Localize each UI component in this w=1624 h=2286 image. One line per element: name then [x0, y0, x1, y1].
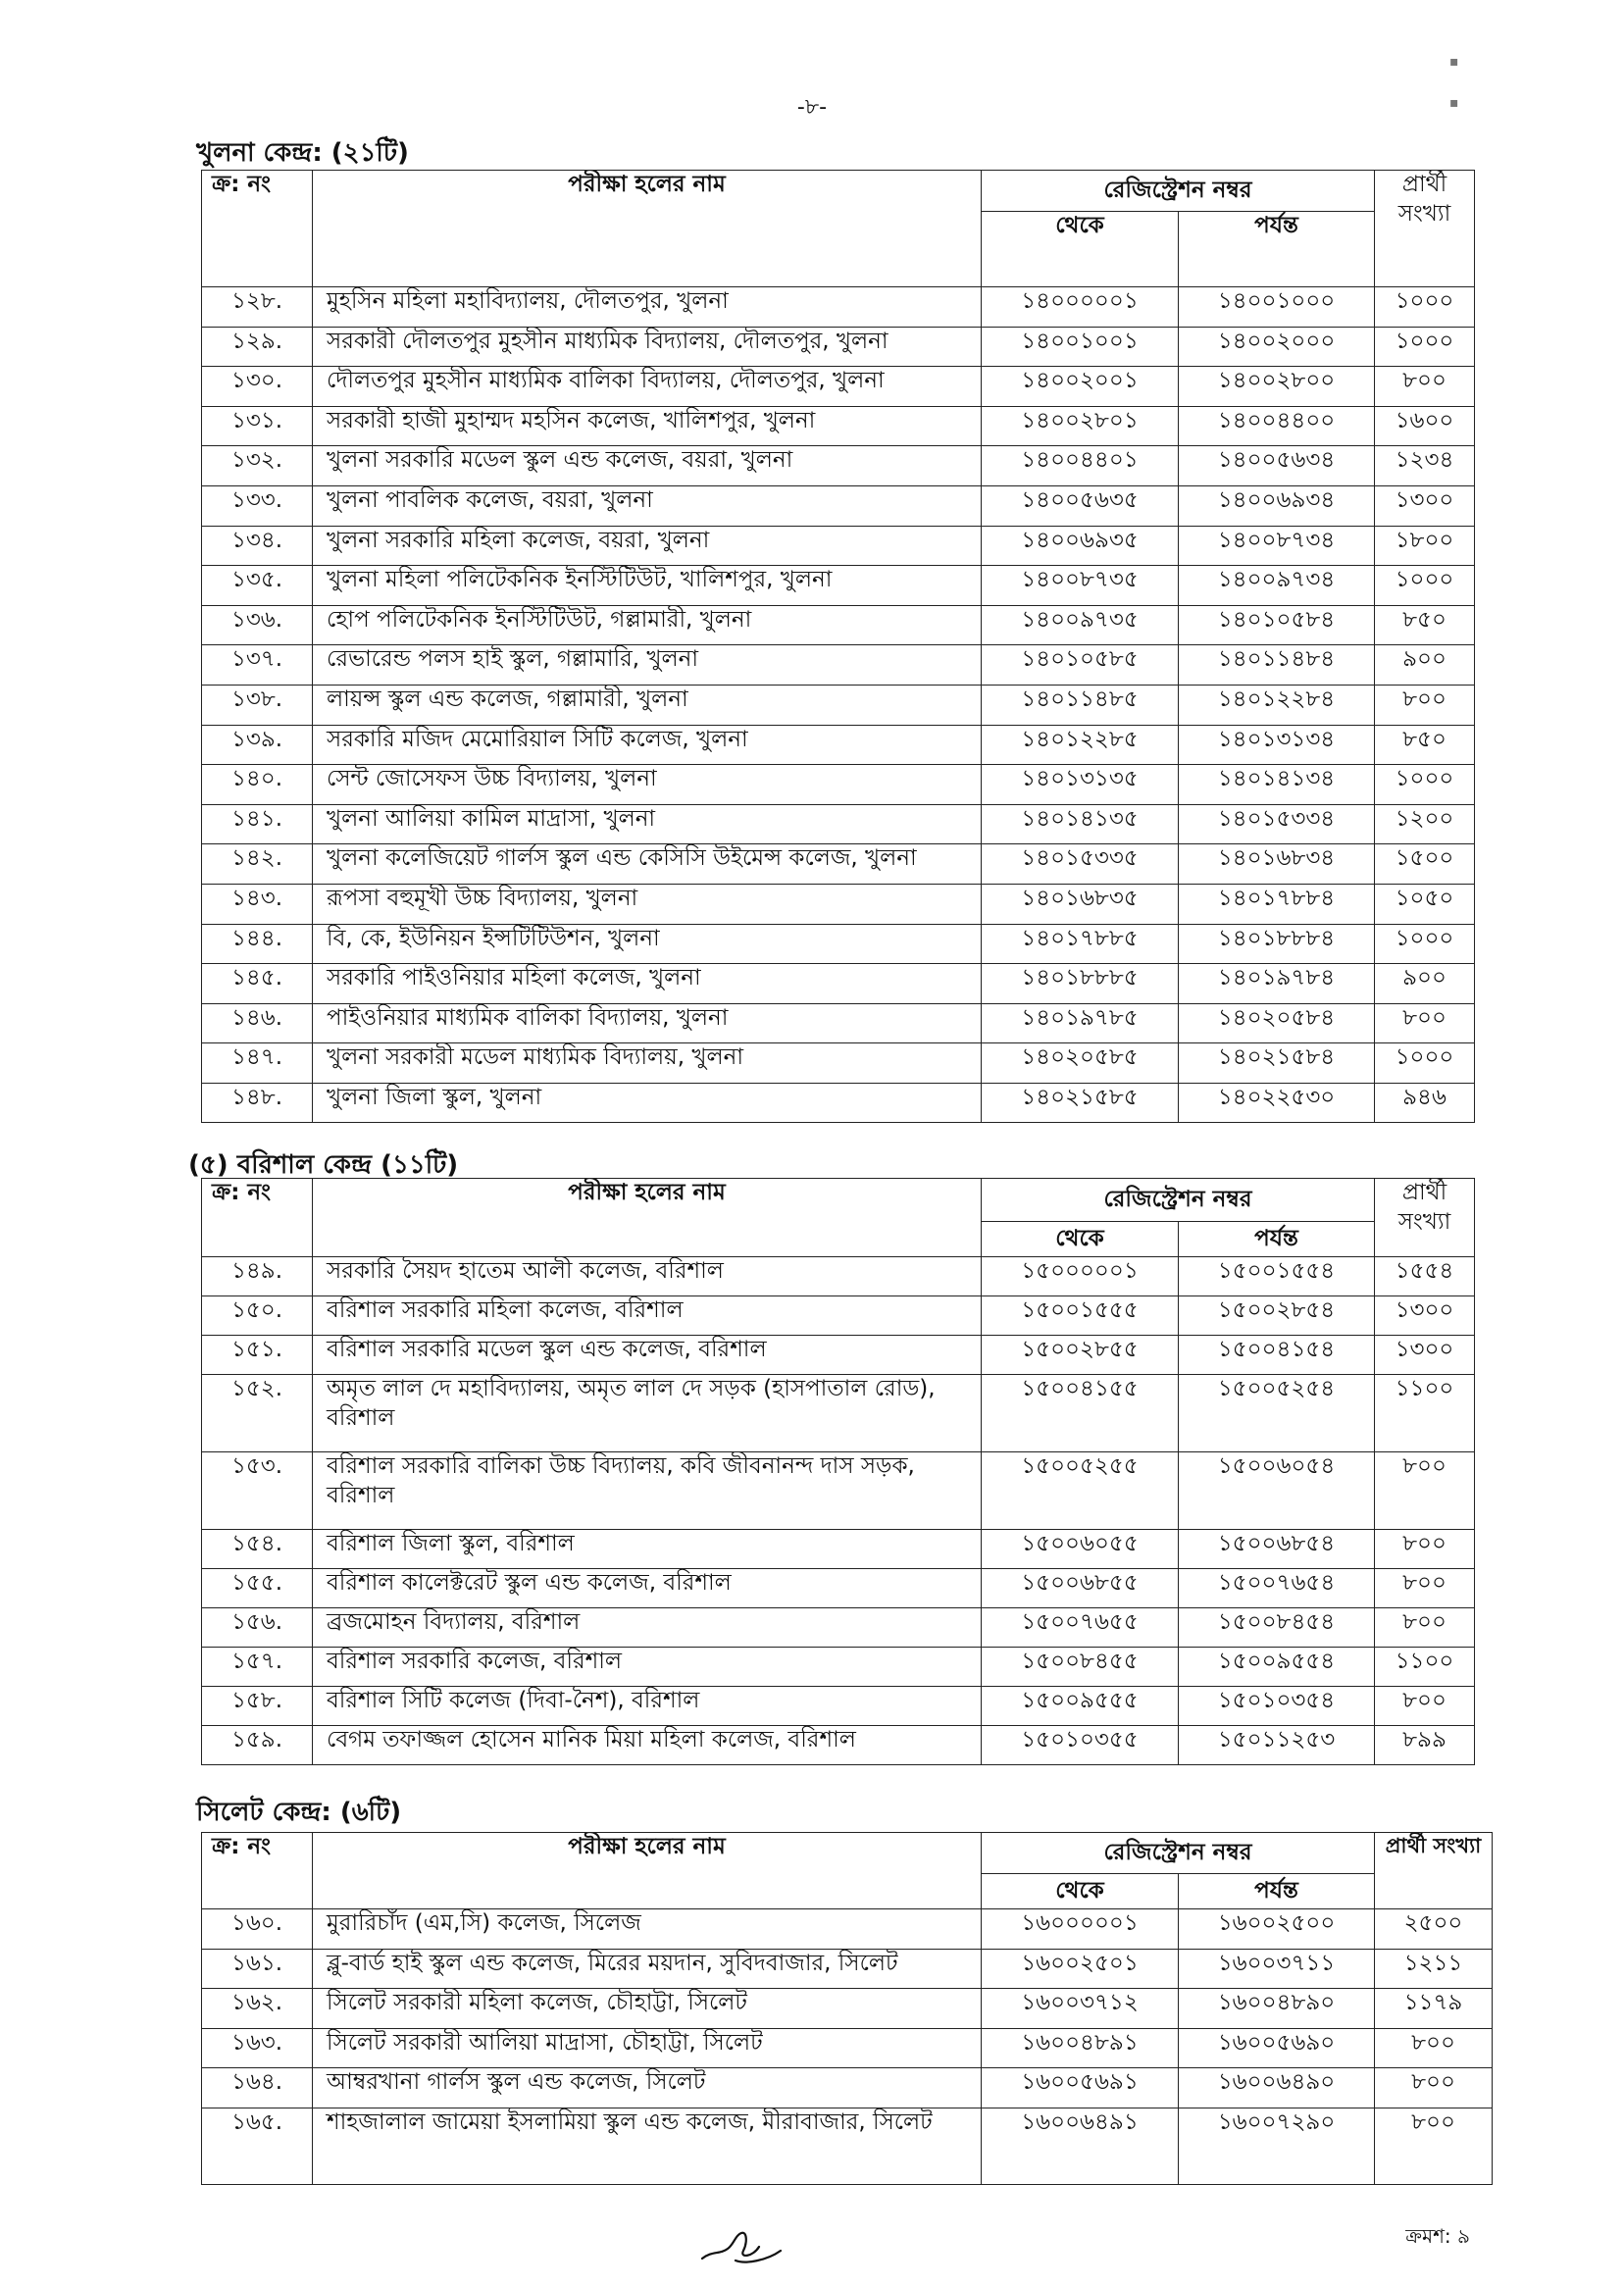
header-registration: রেজিস্ট্রেশন নম্বর [982, 1179, 1375, 1222]
table-row [202, 1296, 1475, 1336]
serial-cell: ১৫৮. [202, 1687, 313, 1726]
header-to: পর্যন্ত [1179, 212, 1375, 287]
reg-to-cell: ১৪০০৯৭৩৪ [1179, 566, 1375, 606]
candidate-count-cell: ৮৫০ [1375, 725, 1475, 765]
table-row [202, 1530, 1475, 1569]
table-row [202, 2068, 1493, 2108]
header-hall-name: পরীক্ষা হলের নাম [313, 1179, 982, 1257]
serial-cell: ১৫২. [202, 1375, 313, 1452]
reg-from-cell: ১৫০০১৫৫৫ [982, 1296, 1179, 1336]
candidate-count-cell: ১১০০ [1375, 1648, 1475, 1687]
hall-name-cell: সিলেট সরকারী মহিলা কলেজ, চৌহাট্টা, সিলেট [313, 1989, 982, 2029]
serial-cell: ১৬৪. [202, 2068, 313, 2108]
hall-name-cell: বি, কে, ইউনিয়ন ইন্সটিটিউশন, খুলনা [313, 924, 982, 964]
reg-to-cell: ১৬০০৩৭১১ [1179, 1949, 1375, 1989]
reg-from-cell: ১৫০০৬০৫৫ [982, 1530, 1179, 1569]
candidate-count-cell: ৮০০ [1375, 367, 1475, 407]
table-row [202, 446, 1475, 486]
candidate-count-cell: ৮০০ [1375, 1003, 1475, 1043]
table-row [202, 645, 1475, 686]
reg-from-cell: ১৪০২০৫৮৫ [982, 1043, 1179, 1084]
header-candidates [1375, 171, 1475, 287]
reg-to-cell: ১৬০০৭২৯০ [1179, 2108, 1375, 2184]
serial-cell: ১৬২. [202, 1989, 313, 2029]
reg-to-cell: ১৪০১৫৩৩৪ [1179, 804, 1375, 844]
hall-name-cell: সরকারী দৌলতপুর মুহসীন মাধ্যমিক বিদ্যালয়, দৌলতপুর, খুলনা [313, 327, 982, 367]
reg-from-cell: ১৫০০০০০১ [982, 1257, 1179, 1296]
serial-cell: ১৫৬. [202, 1608, 313, 1648]
reg-to-cell: ১৪০১৮৮৮৪ [1179, 924, 1375, 964]
hall-name-cell: ব্লু-বার্ড হাই স্কুল এন্ড কলেজ, মিরের ময়দান, সুবিদবাজার, সিলেট [313, 1949, 982, 1989]
table-row [202, 1989, 1493, 2029]
candidate-count-cell: ১৩০০ [1375, 1336, 1475, 1375]
hall-name-cell: সরকারি পাইওনিয়ার মহিলা কলেজ, খুলনা [313, 964, 982, 1004]
reg-from-cell: ১৪০১৫৩৩৫ [982, 844, 1179, 885]
serial-cell: ১৩৮. [202, 685, 313, 725]
candidate-count-cell: ৮০০ [1375, 2068, 1493, 2108]
reg-from-cell: ১৪০০৯৭৩৫ [982, 605, 1179, 645]
hall-name-cell: বরিশাল সরকারি বালিকা উচ্চ বিদ্যালয়, কবি জীবনানন্দ দাস সড়ক, বরিশাল [313, 1452, 982, 1530]
header-candidates-line1: প্রার্থী [1401, 172, 1447, 197]
reg-from-cell: ১৫০০২৮৫৫ [982, 1336, 1179, 1375]
table-row [202, 1083, 1475, 1123]
reg-from-cell: ১৫০০৬৮৫৫ [982, 1569, 1179, 1608]
reg-to-cell: ১৬০০৬৪৯০ [1179, 2068, 1375, 2108]
candidate-count-cell: ৮০০ [1375, 1530, 1475, 1569]
reg-to-cell: ১৪০১০৫৮৪ [1179, 605, 1375, 645]
serial-cell: ১৪১. [202, 804, 313, 844]
table-row [202, 1726, 1475, 1765]
header-hall-name: পরীক্ষা হলের নাম [313, 1833, 982, 1909]
khulna-table [201, 170, 1475, 1123]
candidate-count-cell: ১৫৫৪ [1375, 1257, 1475, 1296]
hall-name-cell: সিলেট সরকারী আলিয়া মাদ্রাসা, চৌহাট্টা, সিলেট [313, 2028, 982, 2068]
reg-to-cell: ১৪০১৪১৩৪ [1179, 765, 1375, 805]
candidate-count-cell: ১০০০ [1375, 287, 1475, 328]
serial-cell: ১৩০. [202, 367, 313, 407]
hall-name-cell: আম্বরখানা গার্লস স্কুল এন্ড কলেজ, সিলেট [313, 2068, 982, 2108]
table-row [202, 1648, 1475, 1687]
candidate-count-cell: ৮০০ [1375, 2108, 1493, 2184]
hall-name-cell: ব্রজমোহন বিদ্যালয়, বরিশাল [313, 1608, 982, 1648]
hall-name-cell: রেভারেন্ড পলস হাই স্কুল, গল্লামারি, খুলনা [313, 645, 982, 686]
candidate-count-cell: ৮০০ [1375, 1687, 1475, 1726]
serial-cell: ১৩৫. [202, 566, 313, 606]
candidate-count-cell: ১৮০০ [1375, 526, 1475, 566]
hall-name-cell: খুলনা সরকারি মহিলা কলেজ, বয়রা, খুলনা [313, 526, 982, 566]
hall-name-cell: পাইওনিয়ার মাধ্যমিক বালিকা বিদ্যালয়, খুলনা [313, 1003, 982, 1043]
signature-image [698, 2221, 787, 2272]
reg-to-cell: ১৪০০৬৯৩৪ [1179, 485, 1375, 526]
header-candidates-line2: সংখ্যা [1397, 200, 1451, 227]
margin-mark: ▪ [1449, 95, 1459, 111]
reg-to-cell: ১৬০০৫৬৯০ [1179, 2028, 1375, 2068]
reg-from-cell: ১৪০১৬৮৩৫ [982, 884, 1179, 924]
reg-from-cell: ১৪০০৬৯৩৫ [982, 526, 1179, 566]
reg-from-cell: ১৫০০৪১৫৫ [982, 1375, 1179, 1452]
reg-to-cell: ১৪০১৬৮৩৪ [1179, 844, 1375, 885]
hall-name-cell: বরিশাল সরকারি মডেল স্কুল এন্ড কলেজ, বরিশাল [313, 1336, 982, 1375]
section-title-barishal: (৫) বরিশাল কেন্দ্র (১১টি) [188, 1150, 459, 1180]
reg-to-cell: ১৪০০৫৬৩৪ [1179, 446, 1375, 486]
table-row [202, 287, 1475, 328]
candidate-count-cell: ৮০০ [1375, 1608, 1475, 1648]
reg-to-cell: ১৬০০৪৮৯০ [1179, 1989, 1375, 2029]
serial-cell: ১৪০. [202, 765, 313, 805]
serial-cell: ১৫৭. [202, 1648, 313, 1687]
table-row [202, 765, 1475, 805]
table-row [202, 1003, 1475, 1043]
table-row [202, 367, 1475, 407]
reg-from-cell: ১৪০১২২৮৫ [982, 725, 1179, 765]
table-row [202, 1909, 1493, 1950]
reg-to-cell: ১৫০০৭৬৫৪ [1179, 1569, 1375, 1608]
serial-cell: ১৩৯. [202, 725, 313, 765]
serial-cell: ১৫০. [202, 1296, 313, 1336]
header-from: থেকে [982, 212, 1179, 287]
reg-from-cell: ১৬০০৫৬৯১ [982, 2068, 1179, 2108]
reg-from-cell: ১৪০০৫৬৩৫ [982, 485, 1179, 526]
header-serial: ক্র: নং [202, 1179, 313, 1257]
table-row [202, 725, 1475, 765]
hall-name-cell: বরিশাল জিলা স্কুল, বরিশাল [313, 1530, 982, 1569]
table-row [202, 1043, 1475, 1084]
hall-name-cell: বেগম তফাজ্জল হোসেন মানিক মিয়া মহিলা কলেজ, বরিশাল [313, 1726, 982, 1765]
serial-cell: ১৬১. [202, 1949, 313, 1989]
reg-to-cell: ১৪০১৭৮৮৪ [1179, 884, 1375, 924]
header-candidates-line1: প্রার্থী [1401, 1180, 1447, 1205]
sylhet-body [202, 1909, 1493, 2185]
hall-name-cell: সরকারি সৈয়দ হাতেম আলী কলেজ, বরিশাল [313, 1257, 982, 1296]
table-row [202, 1375, 1475, 1452]
serial-cell: ১৬৩. [202, 2028, 313, 2068]
margin-mark: ▪ [1449, 54, 1459, 70]
header-registration: রেজিস্ট্রেশন নম্বর [982, 1833, 1375, 1874]
serial-cell: ১৩৩. [202, 485, 313, 526]
reg-from-cell: ১৪০১০৫৮৫ [982, 645, 1179, 686]
header-serial: ক্র: নং [202, 1833, 313, 1909]
serial-cell: ১৪৮. [202, 1083, 313, 1123]
reg-to-cell: ১৪০০২৮০০ [1179, 367, 1375, 407]
reg-to-cell: ১৪০২২৫৩০ [1179, 1083, 1375, 1123]
hall-name-cell: বরিশাল সিটি কলেজ (দিবা-নৈশ), বরিশাল [313, 1687, 982, 1726]
reg-to-cell: ১৪০১৩১৩৪ [1179, 725, 1375, 765]
candidate-count-cell: ৮৯৯ [1375, 1726, 1475, 1765]
header-serial: ক্র: নং [202, 171, 313, 287]
candidate-count-cell: ৮০০ [1375, 685, 1475, 725]
hall-name-cell: খুলনা মহিলা পলিটেকনিক ইনস্টিটিউট, খালিশপুর, খুলনা [313, 566, 982, 606]
reg-from-cell: ১৫০০৫২৫৫ [982, 1452, 1179, 1530]
table-row [202, 924, 1475, 964]
table-row [202, 1949, 1493, 1989]
table-row [202, 526, 1475, 566]
hall-name-cell: বরিশাল কালেক্টরেট স্কুল এন্ড কলেজ, বরিশাল [313, 1569, 982, 1608]
table-row [202, 1257, 1475, 1296]
table-row [202, 685, 1475, 725]
hall-name-cell: লায়ন্স স্কুল এন্ড কলেজ, গল্লামারী, খুলনা [313, 685, 982, 725]
candidate-count-cell: ৯০০ [1375, 645, 1475, 686]
serial-cell: ১৬০. [202, 1909, 313, 1950]
serial-cell: ১৪৯. [202, 1257, 313, 1296]
reg-to-cell: ১৬০০২৫০০ [1179, 1909, 1375, 1950]
hall-name-cell: খুলনা আলিয়া কামিল মাদ্রাসা, খুলনা [313, 804, 982, 844]
reg-to-cell: ১৫০০৬৮৫৪ [1179, 1530, 1375, 1569]
hall-name-cell: বরিশাল সরকারি কলেজ, বরিশাল [313, 1648, 982, 1687]
reg-from-cell: ১৬০০৩৭১২ [982, 1989, 1179, 2029]
khulna-body [202, 287, 1475, 1123]
header-from: থেকে [982, 1874, 1179, 1909]
serial-cell: ১৩৭. [202, 645, 313, 686]
candidate-count-cell: ১২৩৪ [1375, 446, 1475, 486]
hall-name-cell: দৌলতপুর মুহসীন মাধ্যমিক বালিকা বিদ্যালয়, দৌলতপুর, খুলনা [313, 367, 982, 407]
candidate-count-cell: ১১০০ [1375, 1375, 1475, 1452]
candidate-count-cell: ১০০০ [1375, 1043, 1475, 1084]
hall-name-cell: খুলনা কলেজিয়েট গার্লস স্কুল এন্ড কেসিসি উইমেন্স কলেজ, খুলনা [313, 844, 982, 885]
serial-cell: ১৫৯. [202, 1726, 313, 1765]
barishal-body [202, 1257, 1475, 1765]
hall-name-cell: খুলনা সরকারী মডেল মাধ্যমিক বিদ্যালয়, খুলনা [313, 1043, 982, 1084]
candidate-count-cell: ৮৫০ [1375, 605, 1475, 645]
reg-from-cell: ১৪০১৮৮৮৫ [982, 964, 1179, 1004]
hall-name-cell: খুলনা জিলা স্কুল, খুলনা [313, 1083, 982, 1123]
table-row [202, 964, 1475, 1004]
table-row [202, 1687, 1475, 1726]
sylhet-table [201, 1832, 1493, 2185]
table-row [202, 2108, 1493, 2184]
reg-to-cell: ১৫০১০৩৫৪ [1179, 1687, 1375, 1726]
hall-name-cell: সরকারী হাজী মুহাম্মদ মহসিন কলেজ, খালিশপুর, খুলনা [313, 406, 982, 446]
hall-name-cell: রূপসা বহুমূখী উচ্চ বিদ্যালয়, খুলনা [313, 884, 982, 924]
candidate-count-cell: ১৬০০ [1375, 406, 1475, 446]
reg-to-cell: ১৪০১২২৮৪ [1179, 685, 1375, 725]
reg-to-cell: ১৫০০৯৫৫৪ [1179, 1648, 1375, 1687]
reg-from-cell: ১৪০১৯৭৮৫ [982, 1003, 1179, 1043]
table-row [202, 566, 1475, 606]
reg-from-cell: ১৫০০৮৪৫৫ [982, 1648, 1179, 1687]
hall-name-cell: সরকারি মজিদ মেমোরিয়াল সিটি কলেজ, খুলনা [313, 725, 982, 765]
candidate-count-cell: ১৩০০ [1375, 1296, 1475, 1336]
table-row [202, 406, 1475, 446]
candidate-count-cell: ১২০০ [1375, 804, 1475, 844]
section-title-khulna: খুলনা কেন্দ্র: (২১টি) [196, 138, 409, 168]
serial-cell: ১৩২. [202, 446, 313, 486]
header-candidates [1375, 1179, 1475, 1257]
reg-from-cell: ১৪০১৪১৩৫ [982, 804, 1179, 844]
hall-name-cell: মুহসিন মহিলা মহাবিদ্যালয়, দৌলতপুর, খুলনা [313, 287, 982, 328]
reg-to-cell: ১৫০০২৮৫৪ [1179, 1296, 1375, 1336]
reg-from-cell: ১৪০১১৪৮৫ [982, 685, 1179, 725]
candidate-count-cell: ১৫০০ [1375, 844, 1475, 885]
candidate-count-cell: ৯৪৬ [1375, 1083, 1475, 1123]
header-to: পর্যন্ত [1179, 1874, 1375, 1909]
reg-to-cell: ১৫০০৫২৫৪ [1179, 1375, 1375, 1452]
reg-from-cell: ১৬০০৪৮৯১ [982, 2028, 1179, 2068]
reg-from-cell: ১৬০০৬৪৯১ [982, 2108, 1179, 2184]
serial-cell: ১৫৪. [202, 1530, 313, 1569]
candidate-count-cell: ৯০০ [1375, 964, 1475, 1004]
candidate-count-cell: ১২১১ [1375, 1949, 1493, 1989]
reg-to-cell: ১৫০১১২৫৩ [1179, 1726, 1375, 1765]
serial-cell: ১৫৫. [202, 1569, 313, 1608]
candidate-count-cell: ৮০০ [1375, 1452, 1475, 1530]
reg-to-cell: ১৪০১৯৭৮৪ [1179, 964, 1375, 1004]
table-row [202, 485, 1475, 526]
serial-cell: ১৪৭. [202, 1043, 313, 1084]
serial-cell: ১৫১. [202, 1336, 313, 1375]
hall-name-cell: মুরারিচাঁদ (এম,সি) কলেজ, সিলেজ [313, 1909, 982, 1950]
table-row [202, 1608, 1475, 1648]
table-row [202, 844, 1475, 885]
candidate-count-cell: ১০৫০ [1375, 884, 1475, 924]
serial-cell: ১২৯. [202, 327, 313, 367]
table-row [202, 605, 1475, 645]
barishal-table [201, 1178, 1475, 1765]
header-hall-name: পরীক্ষা হলের নাম [313, 171, 982, 287]
serial-cell: ১৪৪. [202, 924, 313, 964]
serial-cell: ১৬৫. [202, 2108, 313, 2184]
candidate-count-cell: ১০০০ [1375, 924, 1475, 964]
reg-to-cell: ১৪০১১৪৮৪ [1179, 645, 1375, 686]
table-row [202, 1336, 1475, 1375]
reg-to-cell: ১৫০০১৫৫৪ [1179, 1257, 1375, 1296]
reg-from-cell: ১৪০০১০০১ [982, 327, 1179, 367]
serial-cell: ১৪৫. [202, 964, 313, 1004]
reg-from-cell: ১৪০০২০০১ [982, 367, 1179, 407]
hall-name-cell: হোপ পলিটেকনিক ইনস্টিটিউট, গল্লামারী, খুলনা [313, 605, 982, 645]
serial-cell: ১৩৪. [202, 526, 313, 566]
hall-name-cell: বরিশাল সরকারি মহিলা কলেজ, বরিশাল [313, 1296, 982, 1336]
reg-from-cell: ১৪০০৪৪০১ [982, 446, 1179, 486]
serial-cell: ১৪৬. [202, 1003, 313, 1043]
hall-name-cell: খুলনা সরকারি মডেল স্কুল এন্ড কলেজ, বয়রা, খুলনা [313, 446, 982, 486]
section-title-sylhet: সিলেট কেন্দ্র: (৬টি) [196, 1798, 402, 1827]
reg-to-cell: ১৪০২১৫৮৪ [1179, 1043, 1375, 1084]
table-row [202, 884, 1475, 924]
hall-name-cell: সেন্ট জোসেফস উচ্চ বিদ্যালয়, খুলনা [313, 765, 982, 805]
candidate-count-cell: ২৫০০ [1375, 1909, 1493, 1950]
reg-to-cell: ১৪০০৮৭৩৪ [1179, 526, 1375, 566]
reg-from-cell: ১৫০১০৩৫৫ [982, 1726, 1179, 1765]
candidate-count-cell: ৮০০ [1375, 2028, 1493, 2068]
hall-name-cell: অমৃত লাল দে মহাবিদ্যালয়, অমৃত লাল দে সড়ক (হাসপাতাল রোড), বরিশাল [313, 1375, 982, 1452]
reg-to-cell: ১৫০০৪১৫৪ [1179, 1336, 1375, 1375]
candidate-count-cell: ১০০০ [1375, 566, 1475, 606]
header-candidates: প্রার্থী সংখ্যা [1375, 1833, 1493, 1909]
reg-from-cell: ১৫০০৭৬৫৫ [982, 1608, 1179, 1648]
serial-cell: ১৩১. [202, 406, 313, 446]
serial-cell: ১৫৩. [202, 1452, 313, 1530]
candidate-count-cell: ১০০০ [1375, 765, 1475, 805]
reg-from-cell: ১৪০০২৮০১ [982, 406, 1179, 446]
header-registration: রেজিস্ট্রেশন নম্বর [982, 171, 1375, 212]
page-number: -৮- [796, 95, 828, 120]
reg-to-cell: ১৪০০২০০০ [1179, 327, 1375, 367]
reg-to-cell: ১৪০২০৫৮৪ [1179, 1003, 1375, 1043]
reg-to-cell: ১৪০০৪৪০০ [1179, 406, 1375, 446]
serial-cell: ১২৮. [202, 287, 313, 328]
reg-to-cell: ১৫০০৬০৫৪ [1179, 1452, 1375, 1530]
reg-from-cell: ১৬০০০০০১ [982, 1909, 1179, 1950]
table-row [202, 2028, 1493, 2068]
reg-to-cell: ১৪০০১০০০ [1179, 287, 1375, 328]
reg-from-cell: ১৪০১৩১৩৫ [982, 765, 1179, 805]
reg-from-cell: ১৪০০০০০১ [982, 287, 1179, 328]
header-candidates-line2: সংখ্যা [1397, 1208, 1451, 1235]
hall-name-cell: খুলনা পাবলিক কলেজ, বয়রা, খুলনা [313, 485, 982, 526]
reg-from-cell: ১৪০২১৫৮৫ [982, 1083, 1179, 1123]
table-row [202, 1569, 1475, 1608]
header-from: থেকে [982, 1222, 1179, 1257]
reg-from-cell: ১৫০০৯৫৫৫ [982, 1687, 1179, 1726]
serial-cell: ১৪৩. [202, 884, 313, 924]
table-row [202, 804, 1475, 844]
reg-from-cell: ১৪০০৮৭৩৫ [982, 566, 1179, 606]
table-row [202, 1452, 1475, 1530]
candidate-count-cell: ১৩০০ [1375, 485, 1475, 526]
candidate-count-cell: ৮০০ [1375, 1569, 1475, 1608]
hall-name-cell: শাহজালাল জামেয়া ইসলামিয়া স্কুল এন্ড কলেজ, মীরাবাজার, সিলেট [313, 2108, 982, 2184]
table-row [202, 327, 1475, 367]
serial-cell: ১৩৬. [202, 605, 313, 645]
serial-cell: ১৪২. [202, 844, 313, 885]
candidate-count-cell: ১১৭৯ [1375, 1989, 1493, 2029]
continued-note: ক্রমশ: ৯ [1405, 2224, 1470, 2248]
candidate-count-cell: ১০০০ [1375, 327, 1475, 367]
reg-from-cell: ১৬০০২৫০১ [982, 1949, 1179, 1989]
reg-from-cell: ১৪০১৭৮৮৫ [982, 924, 1179, 964]
reg-to-cell: ১৫০০৮৪৫৪ [1179, 1608, 1375, 1648]
header-to: পর্যন্ত [1179, 1222, 1375, 1257]
